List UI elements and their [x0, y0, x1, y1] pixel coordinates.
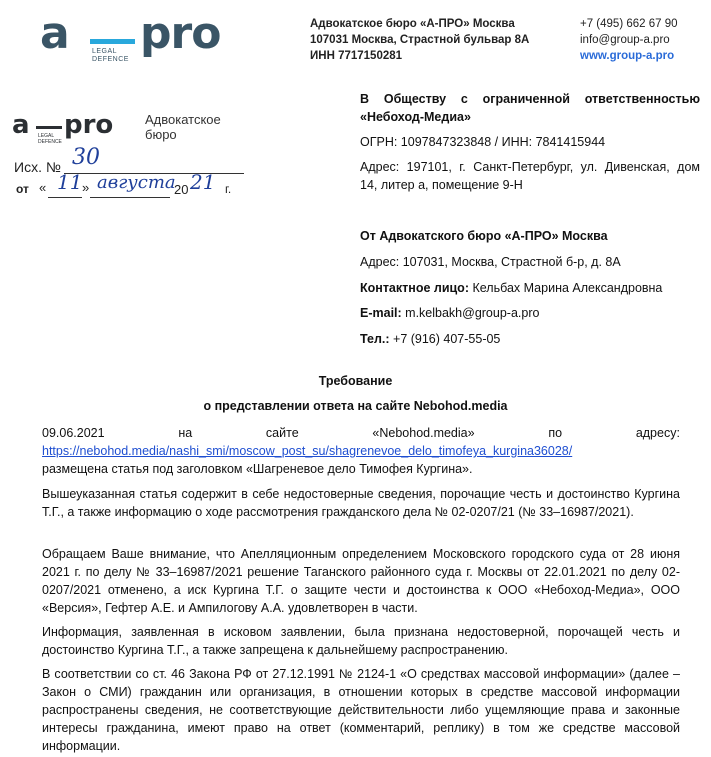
paragraph-1-rest: размещена статья под заголовком «Шагреневое дело Тимофея Кургина».	[42, 462, 473, 476]
recipient-address-line2: 14, литер а, помещение 9-Н	[360, 178, 523, 192]
logo-tagline: LEGAL DEFENCE	[92, 48, 129, 63]
document-title: Требование	[318, 374, 393, 388]
quote-close: »	[82, 180, 90, 195]
outgoing-label: Исх. №	[14, 159, 61, 175]
document-subtitle: о представлении ответа на сайте Nebohod.media	[203, 399, 508, 413]
stamp-logo-pro: pro	[64, 110, 114, 140]
header-website[interactable]: www.group-a.pro	[580, 50, 675, 62]
paragraph-3: Обращаем Ваше внимание, что Апелляционным определением Московского городского суда от 28 июня 2021 г. по делу № 33–16987/2021 решение Таганского районного суда г. Москвы от 22.01.2021 по делу 02-0207/2021 отменено, а иск Кургина Т.Г. о защите чести и достоинства к ООО «Небоход-Медиа», ООО «Версия», Гефтер А.Е. и Ампилогову А.А. удовлетворен в части.	[42, 547, 680, 615]
year-suffix: 21	[190, 170, 216, 194]
header-logo	[40, 8, 235, 63]
paragraph-1-link-line	[42, 442, 680, 460]
outgoing-number: 30	[72, 145, 100, 170]
stamp-logo-a: a	[12, 110, 30, 140]
quote-open: «	[39, 180, 47, 195]
header-email[interactable]: info@group-a.pro	[580, 34, 670, 46]
stamp-logo-bar	[36, 126, 62, 129]
stamp-firm-name: Адвокатское бюро	[145, 112, 221, 142]
phone-label: Тел.:	[360, 332, 390, 346]
email-value[interactable]: m.kelbakh@group-a.pro	[401, 306, 540, 320]
date-day: 11	[57, 170, 83, 194]
sender-contact	[360, 279, 700, 298]
year-unit: г.	[225, 182, 232, 196]
year-prefix: 20	[174, 182, 189, 197]
recipient-ogrn: ОГРН: 1097847323848 / ИНН: 7841415944	[360, 135, 606, 149]
logo-bar	[90, 39, 135, 44]
email-label: E-mail:	[360, 306, 402, 320]
logo-letter-a: a	[40, 8, 69, 59]
sender-email	[360, 304, 700, 323]
paragraph-4: Информация, заявленная в исковом заявлении, была признана недостоверной, порочащей честь и достоинство Кургина Т.Г., а также запрещена к дальнейшему распространению.	[42, 625, 680, 657]
header-phone: +7 (495) 662 67 90	[580, 18, 678, 30]
sender-address: Адрес: 107031, Москва, Страстной б-р, д. 8А	[360, 255, 621, 269]
day-underline	[48, 197, 82, 198]
paragraph-5: В соответствии со ст. 46 Закона РФ от 27.12.1991 № 2124-1 «О средствах массовой информации» (далее – Закон о СМИ) гражданин или организация, в отношении которых в средстве массовой информации распространены сведения, не соответствующие действительности либо ущемляющие права и законные интересы гражданина, имеют право на ответ (комментарий, реплику) в том же средстве массовой информации.	[42, 667, 680, 753]
recipient-address-line1: Адрес: 197101, г. Санкт-Петербург, ул. Дивенская, дом	[360, 160, 700, 174]
paragraph-1-line1: 09.06.2021 на сайте «Nebohod.media» по адресу:	[42, 426, 680, 440]
recipient-line1: В Обществу с ограниченной ответственностью	[360, 92, 700, 106]
outgoing-stamp	[12, 112, 242, 202]
date-prefix: от	[16, 182, 29, 196]
contact-value: Кельбах Марина Александровна	[468, 281, 663, 295]
month-underline	[90, 197, 170, 198]
header-address: Адвокатское бюро «А-ПРО» Москва 107031 Москва, Страстной бульвар 8А ИНН 7717150281	[310, 18, 530, 62]
date-month: августа	[97, 172, 176, 193]
paragraph-2: Вышеуказанная статья содержит в себе недостоверные сведения, порочащие честь и достоинство Кургина Т.Г., а также информацию о ходе рассмотрения гражданского дела № 02-0207/21 (№ 33–16987/2021).	[42, 487, 680, 519]
stamp-tagline: LEGAL DEFENCE	[38, 133, 62, 145]
phone-value: +7 (916) 407-55-05	[389, 332, 501, 346]
logo-word-pro: pro	[140, 8, 221, 59]
contact-label: Контактное лицо:	[360, 281, 469, 295]
recipient-line2: «Небоход-Медиа»	[360, 110, 471, 124]
sender-from: От Адвокатского бюро «А-ПРО» Москва	[360, 229, 608, 243]
header-contacts	[580, 16, 678, 64]
sender-phone	[360, 330, 700, 349]
article-link[interactable]: https://nebohod.media/nashi_smi/moscow_post_su/shagrenevoe_delo_timofeya_kurgina36028/	[42, 444, 573, 458]
